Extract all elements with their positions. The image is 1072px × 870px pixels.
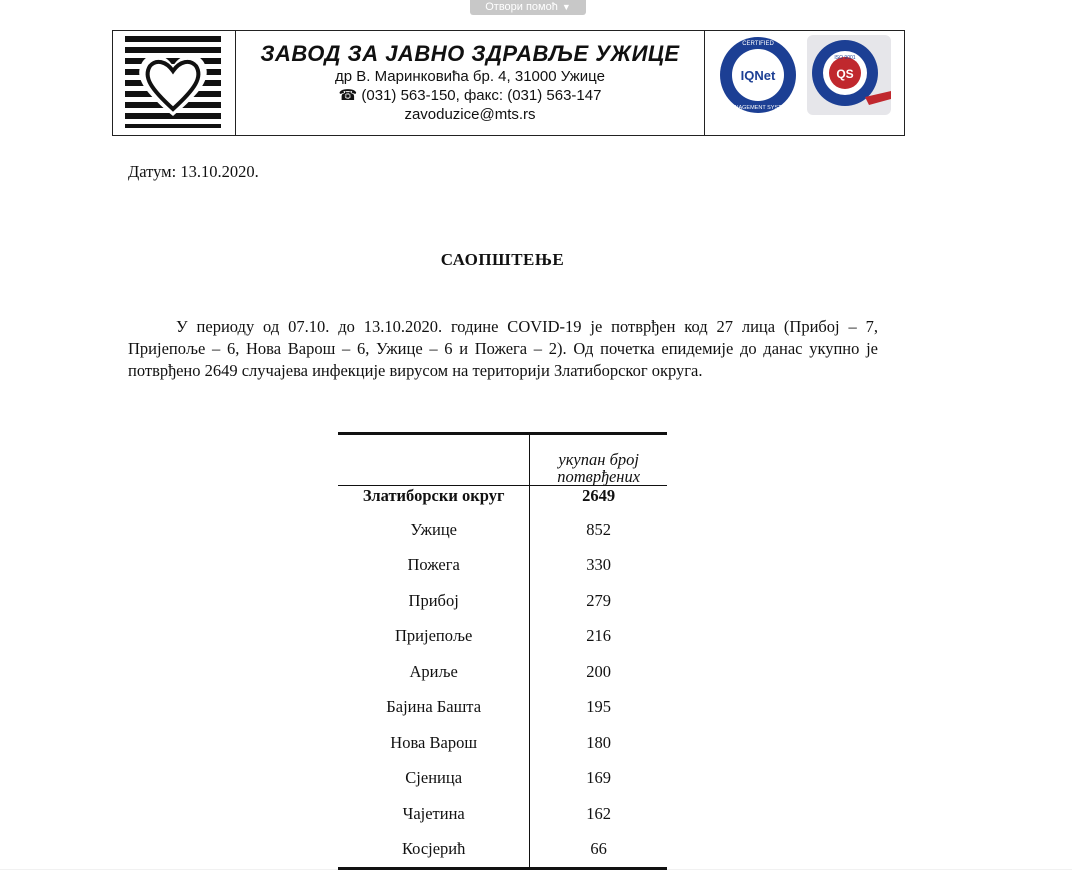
municipality-name: Чајетина bbox=[338, 796, 530, 832]
municipality-name: Нова Варош bbox=[338, 725, 530, 761]
help-label: Отвори помоћ bbox=[485, 1, 558, 13]
table-row bbox=[338, 690, 667, 726]
table-row bbox=[338, 761, 667, 797]
municipality-cases: 195 bbox=[586, 697, 612, 717]
chevron-down-icon: ▼ bbox=[561, 2, 571, 12]
municipality-cases: 169 bbox=[586, 768, 612, 788]
institute-logo bbox=[113, 31, 236, 135]
table-header-row bbox=[338, 434, 667, 486]
municipality-cases: 180 bbox=[586, 732, 612, 752]
table-row bbox=[338, 796, 667, 832]
iso-text: ISO 9001 bbox=[834, 55, 856, 61]
municipality-name: Прибој bbox=[338, 583, 530, 619]
municipality-name: Пријепоље bbox=[338, 619, 530, 655]
letterhead-info bbox=[236, 31, 705, 135]
table-row bbox=[338, 654, 667, 690]
table-row bbox=[338, 725, 667, 761]
qs-text: QS bbox=[836, 67, 854, 81]
letterhead bbox=[112, 30, 905, 136]
logo-stripes-icon bbox=[113, 31, 235, 135]
municipality-cases: 279 bbox=[586, 590, 612, 610]
certification-logos bbox=[705, 31, 904, 135]
municipality-name: Бајина Башта bbox=[338, 690, 530, 726]
municipality-name: Сјеница bbox=[338, 761, 530, 797]
open-help-button[interactable] bbox=[470, 0, 586, 15]
org-name: ЗАВОД ЗА ЈАВНО ЗДРАВЉЕ УЖИЦЕ bbox=[260, 41, 680, 66]
municipality-cases: 162 bbox=[586, 803, 612, 823]
table-row bbox=[338, 832, 667, 869]
svg-text:CERTIFIED: CERTIFIED bbox=[742, 41, 774, 47]
municipality-name: Пожега bbox=[338, 548, 530, 584]
header-total-confirmed: укупан број потврђених bbox=[530, 434, 667, 486]
cases-table bbox=[338, 432, 667, 870]
org-address: др В. Маринковића бр. 4, 31000 Ужице bbox=[335, 68, 605, 85]
municipality-cases: 216 bbox=[586, 626, 612, 646]
org-phone: ☎ (031) 563-150, факс: (031) 563-147 bbox=[338, 87, 602, 104]
municipality-name: Ариље bbox=[338, 654, 530, 690]
table-row bbox=[338, 583, 667, 619]
iqnet-text: IQNet bbox=[740, 68, 776, 83]
announcement-paragraph: У периоду од 07.10. до 13.10.2020. године COVID-19 је потврђен код 27 лица (Прибој – 7, Пријепоље – 6, Нова Варош – 6, Ужице – 6 и Пожега – 2). Од почетка епидемије до данас укупно је потврђено 2649 случајева инфекције вирусом на територији Златиборског округа. bbox=[128, 317, 878, 380]
municipality-cases: 200 bbox=[586, 661, 612, 681]
municipality-cases: 852 bbox=[586, 519, 612, 539]
certification-badges-icon bbox=[705, 31, 904, 135]
table-row bbox=[338, 512, 667, 548]
table-row bbox=[338, 619, 667, 655]
document-date: Датум: 13.10.2020. bbox=[128, 162, 259, 181]
header-empty-cell bbox=[338, 434, 530, 486]
table-row bbox=[338, 548, 667, 584]
document-title: САОПШТЕЊЕ bbox=[440, 250, 565, 269]
table-row-total bbox=[338, 486, 667, 513]
district-name: Златиборски округ bbox=[338, 486, 530, 513]
svg-text:MANAGEMENT SYSTEM: MANAGEMENT SYSTEM bbox=[726, 105, 790, 111]
district-total: 2649 bbox=[582, 486, 616, 505]
municipality-cases: 66 bbox=[530, 832, 667, 869]
municipality-name: Ужице bbox=[338, 512, 530, 548]
municipality-name: Косјерић bbox=[338, 832, 530, 869]
org-email: zavoduzice@mts.rs bbox=[404, 106, 536, 123]
municipality-cases: 330 bbox=[586, 555, 612, 575]
